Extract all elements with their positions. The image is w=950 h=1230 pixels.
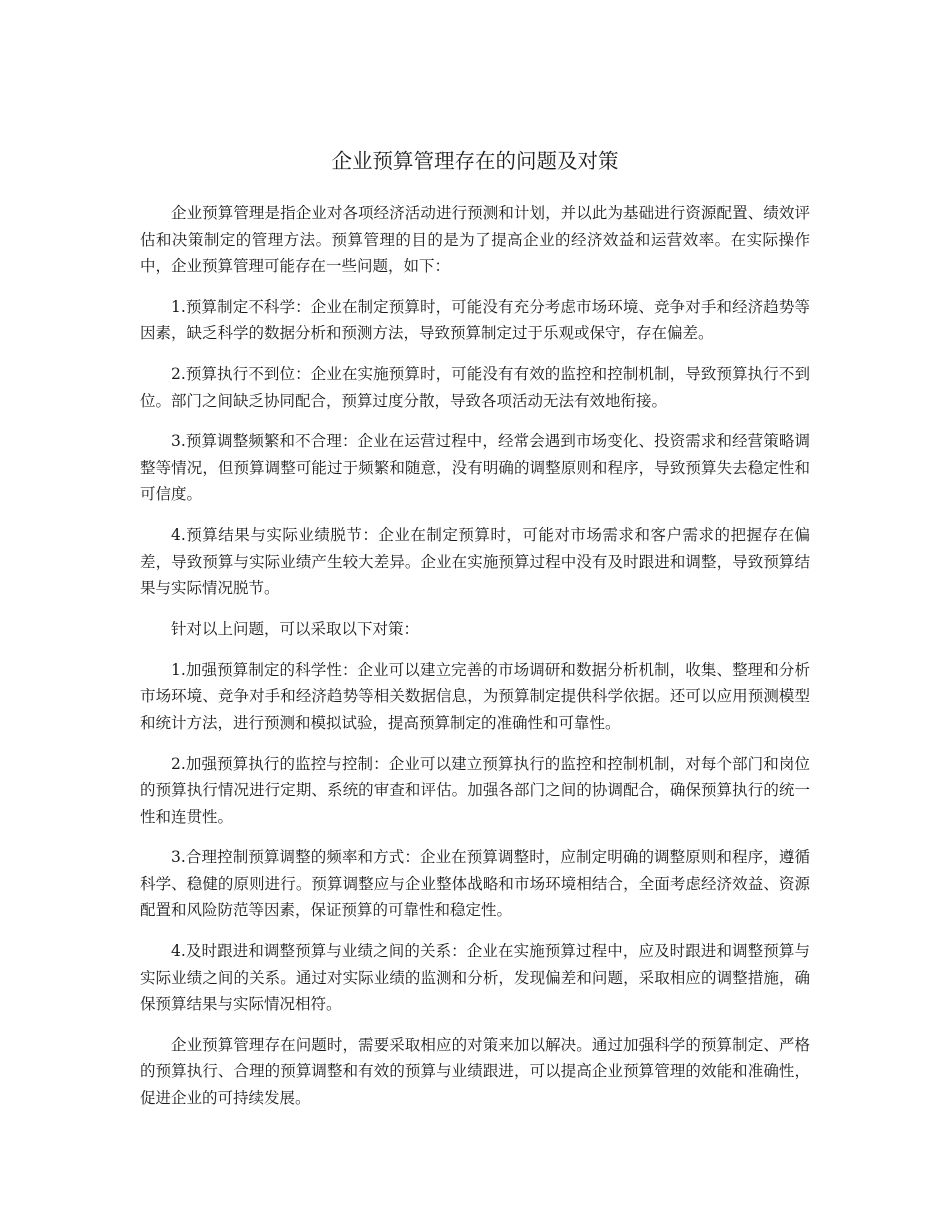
document-title: 企业预算管理存在的问题及对策 xyxy=(331,149,619,173)
paragraph-problem-3: 3.预算调整频繁和不合理：企业在运营过程中，经常会遇到市场变化、投资需求和经营策略调整等情况，但预算调整可能过于频繁和随意，没有明确的调整原则和程序，导致预算失去稳定性和可信度。 xyxy=(140,432,810,504)
paragraph-measure-1: 1.加强预算制定的科学性：企业可以建立完善的市场调研和数据分析机制，收集、整理和分析市场环境、竞争对手和经济趋势等相关数据信息，为预算制定提供科学依据。还可以应用预测模型和统计方法，进行预测和模拟试验，提高预算制定的准确性和可靠性。 xyxy=(140,660,810,732)
paragraph-measures-intro: 针对以上问题，可以采取以下对策： xyxy=(171,619,420,638)
paragraph-problem-4: 4.预算结果与实际业绩脱节：企业在制定预算时，可能对市场需求和客户需求的把握存在偏差，导致预算与实际业绩产生较大差异。企业在实施预算过程中没有及时跟进和调整，导致预算结果与实际情况脱节。 xyxy=(140,526,810,598)
paragraph-measure-4: 4.及时跟进和调整预算与业绩之间的关系：企业在实施预算过程中，应及时跟进和调整预算与实际业绩之间的关系。通过对实际业绩的监测和分析，发现偏差和问题，采取相应的调整措施，确保预算结果与实际情况相符。 xyxy=(140,942,810,1014)
paragraph-problem-2: 2.预算执行不到位：企业在实施预算时，可能没有有效的监控和控制机制，导致预算执行不到位。部门之间缺乏协同配合，预算过度分散，导致各项活动无法有效地衔接。 xyxy=(140,365,810,410)
document-body xyxy=(140,200,810,1126)
paragraph-measure-2: 2.加强预算执行的监控与控制：企业可以建立预算执行的监控和控制机制，对每个部门和岗位的预算执行情况进行定期、系统的审查和评估。加强各部门之间的协调配合，确保预算执行的统一性和连贯性。 xyxy=(140,754,810,826)
paragraph-intro: 企业预算管理是指企业对各项经济活动进行预测和计划，并以此为基础进行资源配置、绩效评估和决策制定的管理方法。预算管理的目的是为了提高企业的经济效益和运营效率。在实际操作中，企业预算管理可能存在一些问题，如下： xyxy=(140,204,810,275)
paragraph-conclusion: 企业预算管理存在问题时，需要采取相应的对策来加以解决。通过加强科学的预算制定、严格的预算执行、合理的预算调整和有效的预算与业绩跟进，可以提高企业预算管理的效能和准确性，促进企业的可持续发展。 xyxy=(140,1035,810,1107)
paragraph-problem-1: 1.预算制定不科学：企业在制定预算时，可能没有充分考虑市场环境、竞争对手和经济趋势等因素，缺乏科学的数据分析和预测方法，导致预算制定过于乐观或保守，存在偏差。 xyxy=(140,297,810,343)
paragraph-measure-3: 3.合理控制预算调整的频率和方式：企业在预算调整时，应制定明确的调整原则和程序，遵循科学、稳健的原则进行。预算调整应与企业整体战略和市场环境相结合，全面考虑经济效益、资源配置和风险防范等因素，保证预算的可靠性和稳定性。 xyxy=(140,848,810,920)
